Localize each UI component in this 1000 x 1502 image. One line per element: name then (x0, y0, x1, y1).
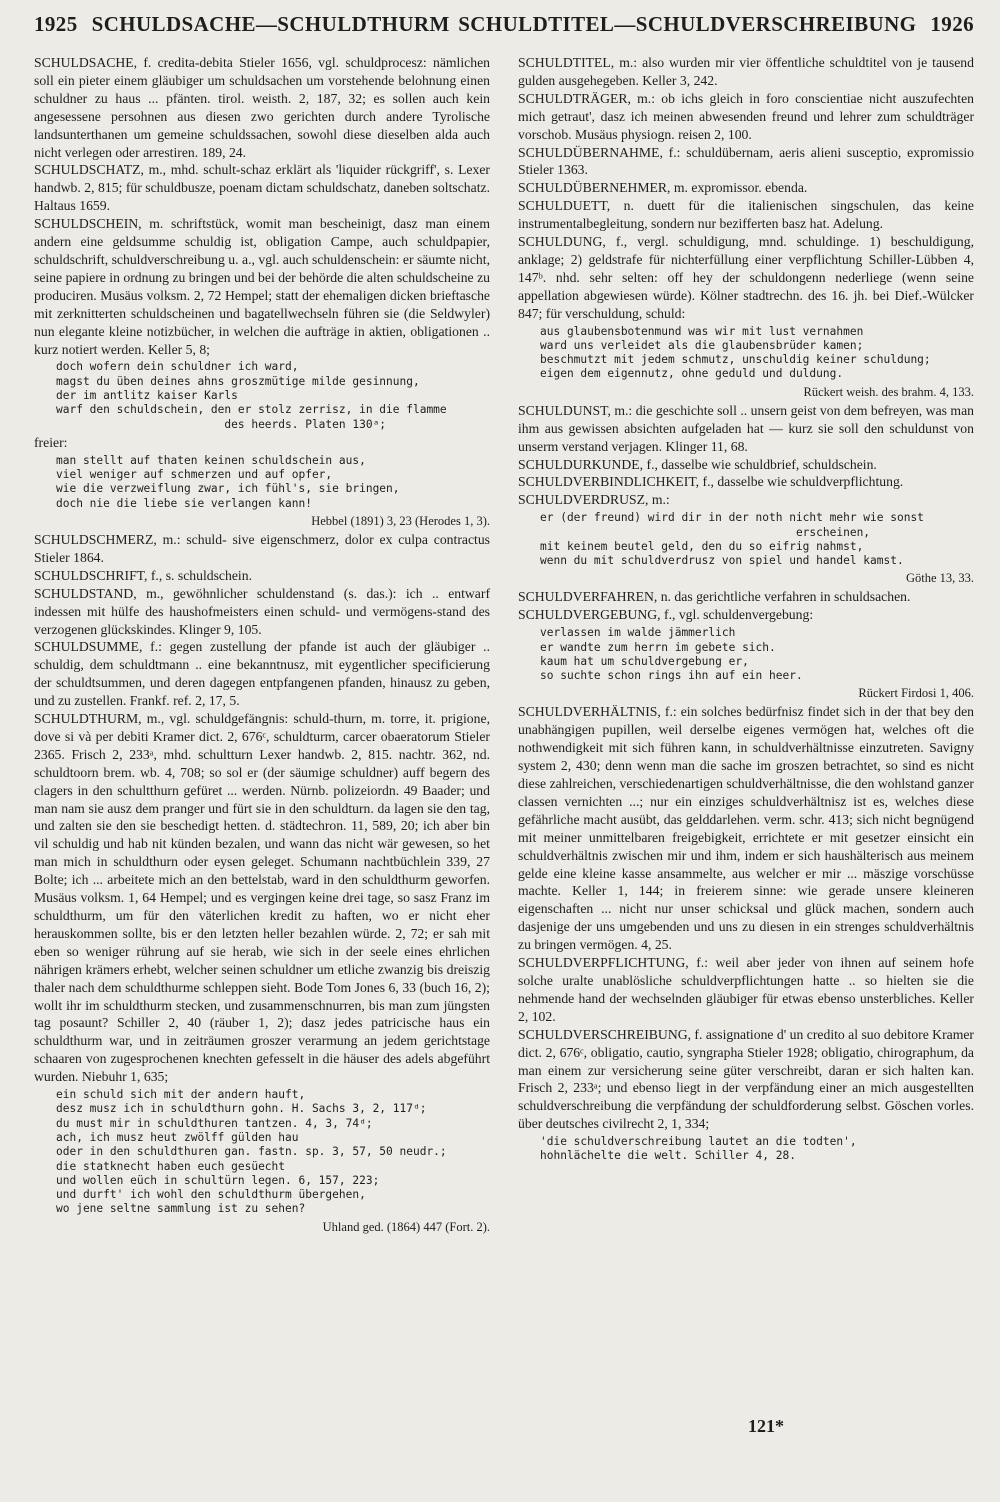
verse-line: so suchte schon rings ihn auf ein heer. (540, 669, 803, 683)
verse-line: wenn du mit schuldverdrusz von spiel und handel kamst. (540, 554, 904, 568)
dictionary-entry: SCHULDVERBINDLICHKEIT, f., dasselbe wie schuldverpflichtung. (518, 474, 904, 490)
dictionary-entry: SCHULDSCHEIN, m. schriftstück, womit man bescheinigt, dasz man einem andern eine geldsumme schuldig ist, obligation Campe, auch schuldpapier, schuldschrift, schuldverschreibung u. a., vgl. auch schuldenschein: er säumte nicht, seine papiere in ordnung zu bringen und bei der behörde die alten schuldscheine zu produciren. Musäus volksm. 2, 72 Hempel; statt der ehemaligen dicken brieftasche mit zerknitterten schuldscheinen und bagatellwechseln führen sie (die Seldwyler) nun elegante kleine notizbücher, in welchen die aufträge in aktien, obligationen .. kurz notiert werden. Keller 5, 8; (34, 216, 490, 357)
verse-line: wo jene seltne sammlung ist zu sehen? (56, 1202, 306, 1216)
dictionary-entry: SCHULDSCHRIFT, f., s. schuldschein. (34, 567, 252, 583)
quotation-source: Göthe 13, 33. (905, 571, 974, 586)
verse-line: der im antlitz kaiser Karls (56, 389, 238, 402)
dictionary-entry: SCHULDSTAND, m., gewöhnlicher schuldenstand (s. das.): ich .. entwarf indessen mit hülfe des haushofmeisters einen schuld- und vermögens-stand des verzogenen glückskindes. Klinger 9, 105. (34, 585, 490, 637)
verse-line: er wandte zum herrn im gebete sich. (540, 640, 776, 654)
verse-line: verlassen im walde jämmerlich (540, 626, 736, 640)
dictionary-entry: SCHULDSCHATZ, m., mhd. schult-schaz erklärt als 'liquider rückgriff', s. Lexer handwb. 2, 815; für schuldbusze, poenam dictam schuldschatz, daneben soltschatz. Haltaus 1659. (34, 162, 490, 214)
verse-line: viel weniger auf schmerzen und auf opfer, (56, 468, 333, 482)
verse-line: er (der freund) wird dir in der noth nicht mehr wie sonst (540, 511, 924, 525)
dictionary-entry: SCHULDSUMME, f.: gegen zustellung der pfande ist auch der gläubiger .. schuldig, dem schuldtmann .. eine bekanntnusz, mit eygentlicher specificierung der schuldtsummen, und deren dagegen entpfangenen pfanden, hinausz zu geben, und zu zustellen. Frankf. ref. 2, 17, 5. (34, 639, 490, 709)
dictionary-entry: freier: (34, 434, 68, 450)
verse-line: beschmutzt mit jedem schmutz, unschuldig keiner schuldung; (540, 353, 931, 367)
dictionary-entry: SCHULDVERPFLICHTUNG, f.: weil aber jeder von ihnen auf seinem hofe solche uralte unablösliche schuldverpflichtungen hatte .. so hielten sie die nehmende hand der wechselnden gläubiger für etwas ebenso unsterbliches. Keller 2, 102. (518, 955, 974, 1024)
quotation-source: Rückert weish. des brahm. 4, 133. (803, 384, 974, 399)
verse-quotation (540, 626, 974, 683)
verse-quotation (56, 360, 490, 431)
verse-line: hohnlächelte die welt. Schiller 4, 28. (540, 1149, 796, 1163)
running-head (34, 12, 974, 46)
verse-line: die statknecht haben euch gesüecht (56, 1159, 286, 1173)
quotation-source: Hebbel (1891) 3, 23 (Herodes 1, 3). (311, 513, 490, 528)
verse-quotation (540, 511, 974, 568)
signature-mark: 121* (748, 1416, 784, 1436)
verse-line: 'die schuldverschreibung lautet an die todten', (540, 1135, 857, 1149)
verse-line: des heerds. Platen 130ᵃ; (56, 417, 387, 431)
dictionary-entry: SCHULDVERGEBUNG, f., vgl. schuldenvergebung: (518, 607, 814, 623)
verse-quotation (56, 1088, 490, 1217)
dictionary-entry: SCHULDTHURM, m., vgl. schuldgefängnis: schuld-thurn, m. torre, it. prigione, dove si và per debiti Kramer dict. 2, 676ᶜ, schuldturm, carcer obaeratorum Stieler 2365. Frisch 2, 233ᵃ, mhd. schultturn Lexer handwb. 2, 815. nachtr. 362, nd. schuldtoorn brem. wb. 4, 708; so sol er (der säumige schuldner) auff begern des clagers in den schultthurn gefüret ... werden. Nürnb. polizeiordn. 49 Baader; und man nam sie ausz dem pranger und fürt sie in den schuldturn. da lagen sie den tag, und zalten sie den sie beschedigt hetten. d. städtechron. 11, 589, 20; ich aber bin vil schuldig und hab nit künden bezalen, und wann das nicht wär gewesen, so het man mich in schuldthurn oder eysen geleget. Schumann nachtbüchlein 339, 27 Bolte; ich ... arbeitete mich an den bettelstab, ward in den schuldthurm geworfen. Musäus volksm. 1, 64 Hempel; und es vergingen keine drei tage, so sasz Franz im schuldthurm, um für den väterlichen kredit zu haften, wo er nicht eher herauskommen sollte, bis er den letzten heller bezahlen würde. 2, 72; er sah mit eben so weniger rührung auf sie herab, wie sich in der seele eines ehrlichen nährigen krämers erhebt, welcher seinen schuldner um etliche zwanzig bis dreiszig thaler nach dem schuldthurme schleppen sieht. Bode Tom Jones 6, 33 (buch 16, 2); wollt ihr im schuldthurm stecken, und zusammenschnurren, bis man zum jüngsten tag posaunt? Schiller 2, 40 (räuber 1, 2); dasz jedes patricische haus ein schuldthurm war, und in zeiträumen groszer verarmung an jedem gerichtstage schaaren von zugesprochenen knechten gefesselt in die häuser des adels abgeführt wurden. Niebuhr 1, 635; (34, 711, 490, 1085)
verse-line: mit keinem beutel geld, den du so eifrig nahmst, (540, 539, 864, 553)
verse-line: erscheinen, (540, 525, 871, 539)
dictionary-entry: SCHULDSCHMERZ, m.: schuld- sive eigenschmerz, dolor ex culpa contractus Stieler 1864. (34, 531, 490, 565)
verse-line: warf den schuldschein, den er stolz zerrisz, in die flamme (56, 403, 447, 417)
quotation-source: Uhland ged. (1864) 447 (Fort. 2). (322, 1219, 490, 1234)
verse-quotation (540, 325, 974, 382)
verse-line: du must mir in schuldthuren tantzen. 4, 3, 74ᵈ; (56, 1116, 373, 1130)
verse-line: oder in den schuldthuren gan. fastn. sp. 3, 57, 50 neudr.; (56, 1145, 447, 1159)
verse-line: ach, ich musz heut zwölff gülden hau (56, 1130, 299, 1144)
dictionary-entry: SCHULDVERFAHREN, n. das gerichtliche verfahren in schuldsachen. (518, 589, 911, 605)
verse-line: und wollen eüch in schultürn legen. 6, 157, 223; (56, 1173, 380, 1187)
verse-line: ward uns verleidet als die glaubensbrüder kamen; (540, 338, 864, 352)
dictionary-entry: SCHULDVERHÄLTNIS, f.: ein solches bedürfnisz findet sich in der that bey den unabhängigen pupillen, weil derselbe eigenes vermögen hat, welches oft die nothwendigkeit mit sich führen kann, in schuldverhältnisse einzutreten. Savigny system 2, 430; denn wenn man die sache im groszen betrachtet, so sind es nicht diese zahlreichen, verschiedenartigen schuldverhältnisse, die den wohlstand ganzer classen vernichten ...; nur ein einziges schuldverhältnisz ist es, welches diese gefährliche macht ausübt, das gelddarlehen. verm. schr. 413; sich nicht begnügend mit meiner unmittelbaren freigebigkeit, errichtete er mit gesetzer einsicht ein schuldverhältnis zwischen mir und ihm, indem er sich haushälterisch aus meinem gelde eine kleine kasse ansammelte, aus welcher er mir ... mäszige vorschüsse machte. Keller 1, 144; in freierem sinne: wie gerade unsere kleineren eigenschaften ... nicht nur unser schicksal und glück machen, sondern auch dasjenige der uns umgebenden und uns zu diesen in ein strenges schuldverhältnis zu bringen vermögen. 4, 25. (518, 704, 974, 953)
verse-line: doch wofern dein schuldner ich ward, (56, 360, 299, 374)
verse-line: und durft' ich wohl den schuldthurm übergehen, (56, 1188, 366, 1202)
verse-line: ein schuld sich mit der andern hauft, (56, 1088, 306, 1102)
verse-line: eigen dem eigennutz, ohne geduld und duldung. (540, 367, 844, 381)
right-column (518, 54, 974, 1237)
verse-quotation (56, 454, 490, 511)
dictionary-entry: SCHULDUETT, n. duett für die italienischen singschulen, das keine instrumentalbegleitung, sondern nur bezifferten basz hat. Adelung. (518, 198, 974, 232)
quotation-source: Rückert Firdosi 1, 406. (858, 686, 974, 701)
left-running-title: SCHULDSACHE—SCHULDTHURM (91, 12, 450, 36)
verse-line: wie die verzweiflung zwar, ich fühl's, sie bringen, (56, 482, 400, 496)
dictionary-entry: SCHULDVERSCHREIBUNG, f. assignatione d' un credito al suo debitore Kramer dict. 2, 676ᶜ, obligatio, cautio, syngrapha Stieler 1928; obligatio, chirographum, da man einem zur versicherung seine güter verschreibt, daran er sich halten kan. Frisch 2, 233ᵃ; und ebenso liegt in der verpfändung einer an mich ausgestellten schuldverschreibung die verpfändung der schuldforderung selbst. Göschen vorles. über deutsches civilrecht 2, 1, 334; (518, 1026, 974, 1132)
verse-line: man stellt auf thaten keinen schuldschein aus, (56, 453, 366, 467)
dictionary-entry: SCHULDUNST, m.: die geschichte soll .. unsern geist von dem befreyen, was man ihm aus gewissen absichten aufgeladen hat — kurz sie soll den schuldunst von unserm verstand verjagen. Klinger 11, 68. (518, 402, 974, 454)
verse-line: kaum hat um schuldvergebung er, (540, 654, 749, 668)
verse-quotation (540, 1135, 974, 1164)
dictionary-entry: SCHULDTRÄGER, m.: ob ichs gleich in foro conscientiae nicht auszufechten mich getraut', dasz ich meinen abwesenden freund und lehrer zum schuldträger vorschob. Musäus physiogn. reisen 2, 100. (518, 90, 974, 142)
verse-line: magst du üben deines ahns groszmütige milde gesinnung, (56, 374, 420, 388)
dictionary-entry: SCHULDUNG, f., vergl. schuldigung, mnd. schuldinge. 1) beschuldigung, anklage; 2) geldstrafe für nichterfüllung einer verpflichtung Schiller-Lübben 4, 147ᵇ. nhd. sehr selten: off hey der schuldongenn nederliege (wenn seine appellation abgewiesen würde). Kölner stadtrechn. des 16. jh. bei Dief.-Wülcker 847; für verschuldung, schuld: (518, 234, 974, 321)
left-page-number: 1925 (34, 12, 78, 36)
dictionary-entry: SCHULDTITEL, m.: also wurden mir vier öffentliche schuldtitel von je tausend gulden ausgehegeben. Keller 3, 242. (518, 55, 974, 88)
dictionary-entry: SCHULDÜBERNAHME, f.: schuldübernam, aeris alieni susceptio, expromissio Stieler 1363. (518, 144, 974, 178)
left-column (34, 54, 490, 1237)
right-page-number: 1926 (930, 12, 974, 36)
dictionary-entry: SCHULDÜBERNEHMER, m. expromissor. ebenda. (518, 180, 808, 196)
dictionary-entry: SCHULDVERDRUSZ, m.: (518, 492, 670, 508)
verse-line: desz musz ich in schuldthurn gohn. H. Sachs 3, 2, 117ᵈ; (56, 1102, 427, 1116)
right-running-title: SCHULDTITEL—SCHULDVERSCHREIBUNG (458, 12, 917, 36)
dictionary-entry: SCHULDSACHE, f. credita-debita Stieler 1656, vgl. schuldprocesz: nämlichen soll ein pieter einem gläubiger um schuldsachen um vorstehende belohnung einen schuldner zu haus ... pfänten. tirol. weisth. 2, 187, 32; es sollen auch kein angesessene persohnen aus diesen zwo gerichten durch andere Tyrolische landsunterthanen um gemeine schuldssachen, sowohl diese dieselben alda auch nicht verlegen oder arrestiren. 189, 24. (34, 55, 490, 160)
verse-line: aus glaubensbotenmund was wir mit lust vernahmen (540, 324, 864, 338)
verse-line: doch nie die liebe sie verlangen kann! (56, 496, 312, 510)
dictionary-entry: SCHULDURKUNDE, f., dasselbe wie schuldbrief, schuldschein. (518, 456, 877, 472)
